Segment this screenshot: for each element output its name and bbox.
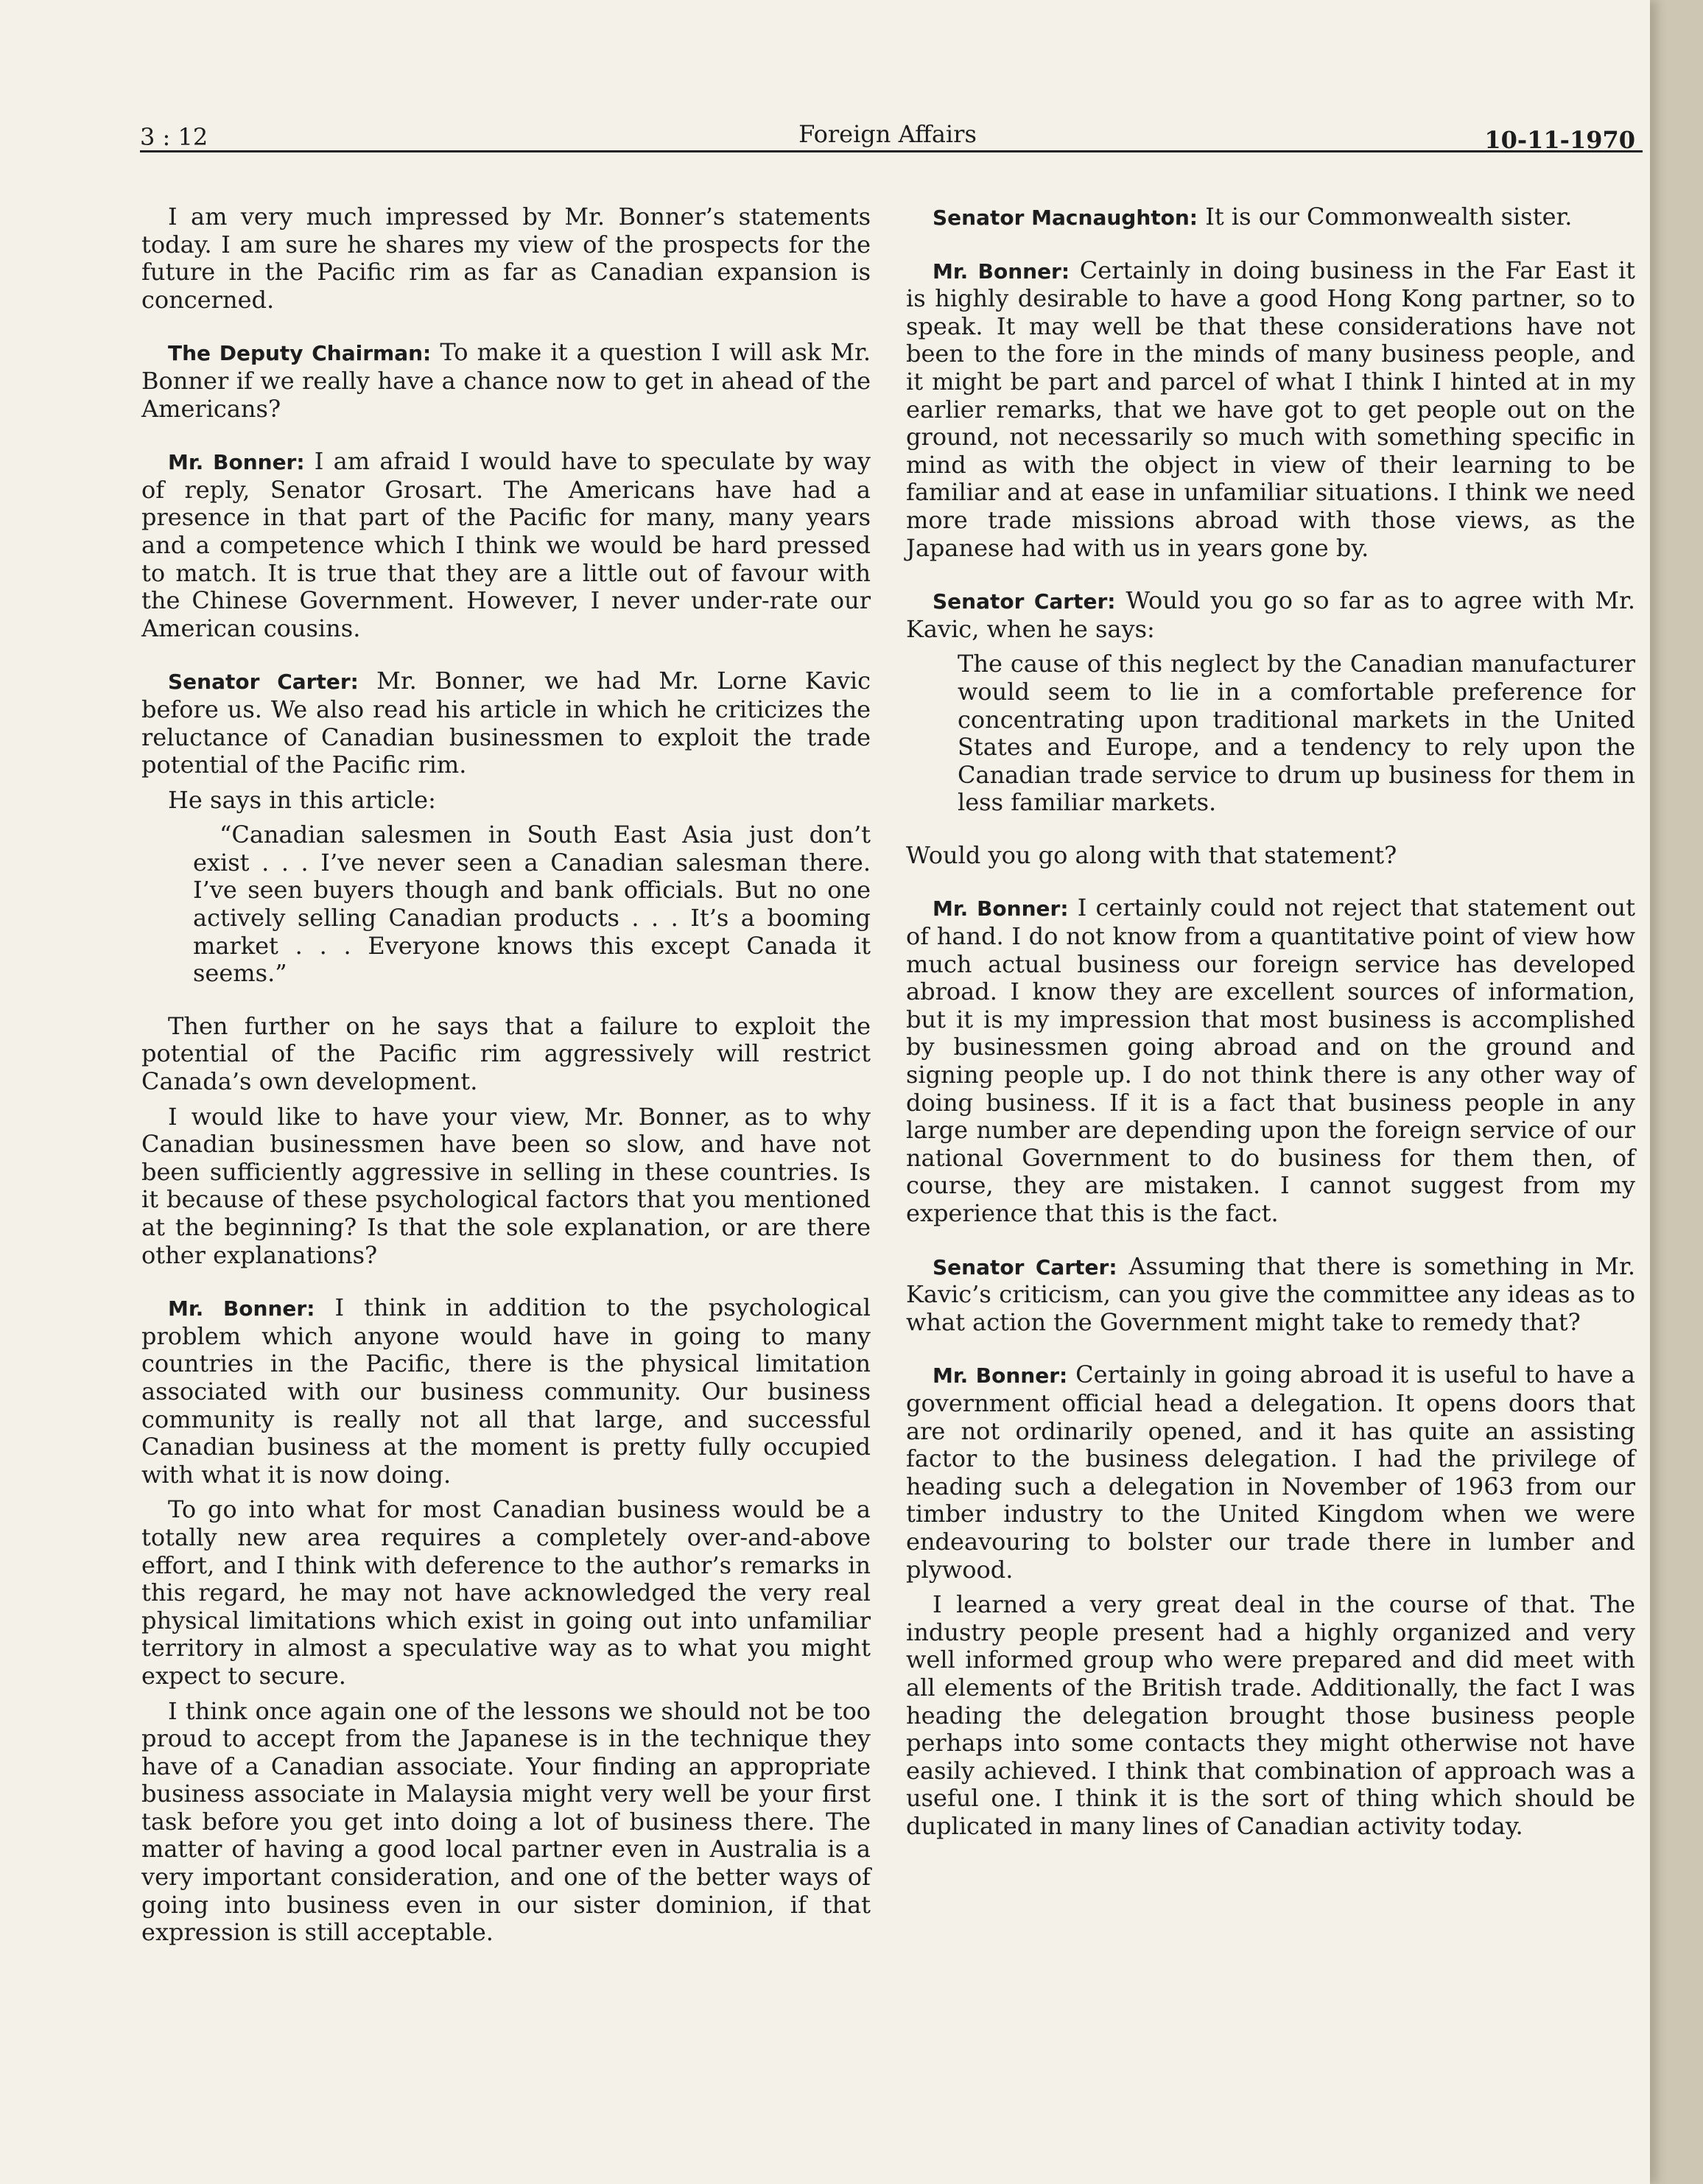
paragraph: He says in this article: [168,785,436,814]
paragraph: To go into what for most Canadian business would be a totally new area requires a completely over-and-above effort, and I think with deference to the author’s remarks in this regard, he may not have acknowledged the very real physical limitations which exist in going out into unfamiliar territory in almost a speculative way as to what you might expect to secure. [141,1495,871,1690]
paragraph [906,257,1635,563]
speech-text: To make it a question I will ask Mr. Bonner if we really have a chance now to get in ahead of the Americans? [141,338,871,423]
header-date: 10-11-1970 [1484,126,1635,154]
paragraph [906,1361,1635,1584]
paragraph [906,894,1635,1227]
paragraph: I am very much impressed by Mr. Bonner’s statements today. I am sure he shares my view of the prospects for the future in the Pacific rim as far as Canadian expansion is concerned. [141,203,871,314]
publication-title: Foreign Affairs [798,120,977,148]
speaker-name: Mr. Bonner: [933,896,1069,921]
speech-text: Assuming that there is something in Mr. Kavic’s criticism, can you give the committee any ideas as to what action the Government might take to remedy that? [906,1251,1636,1336]
paragraph [141,667,871,779]
paragraph: I think once again one of the lessons we should not be too proud to accept from the Japanese is in the technique they have of a Canadian associate. Your finding an appropriate business associate in Malaysia might very well be your first task before you get into doing a lot of business there. The matter of having a good local partner even in Australia is a very important consideration, and one of the better ways of going into business even in our sister dominion, if that expression is still acceptable. [141,1696,871,1947]
paragraph: I learned a very great deal in the course of that. The industry people present had a highly organized and very well informed group who were prepared and did meet with all elements of the British trade. Additionally, the fact I was heading the delegation brought those business people perhaps into some contacts they might otherwise not have easily achieved. I think that combination of approach was a useful one. I think it is the sort of thing which should be duplicated in many lines of Canadian activity today. [906,1590,1635,1840]
speaker-name: Mr. Bonner: [933,1363,1068,1388]
right-column [906,203,1635,1847]
left-column [141,203,871,1954]
speech-text: Certainly in doing business in the Far East it is highly desirable to have a good Hong Kong partner, so to speak. It may well be that these considerations have not been to the fore in the minds of many business people, and it might be part and parcel of what I think I hinted at in my earlier remarks, that we have got to get people out on the ground, not necessarily so much with something specific in mind as with the object in view of their learning to be familiar and at ease in unfamiliar situations. I think we need more trade missions abroad with those views, as the Japanese had with us in years gone by. [906,256,1636,562]
speech-text: I think in addition to the psychological problem which anyone would have in going to many countries in the Pacific, there is the physical limitation associated with our business community. Our business community is really not all that large, and successful Canadian business at the moment is pretty fully occupied with what it is now doing. [141,1293,871,1489]
paragraph [906,203,1635,232]
paragraph [141,1294,871,1489]
page-number: 3 : 12 [140,123,208,151]
paragraph: Then further on he says that a failure to exploit the potential of the Pacific rim aggressively will restrict Canada’s own development. [141,1011,871,1096]
paragraph: I would like to have your view, Mr. Bonner, as to why Canadian businessmen have been so slow, and have not been sufficiently aggressive in selling in these countries. Is it because of these psychological factors that you mentioned at the beginning? Is that the sole explanation, or are there other explanations? [141,1102,871,1269]
speaker-name: The Deputy Chairman: [168,341,432,366]
speaker-name: Mr. Bonner: [168,1296,315,1321]
speaker-name: Mr. Bonner: [168,450,305,475]
block-quote: The cause of this neglect by the Canadian manufacturer would seem to lie in a comfortable preference for concentrating upon traditional markets in the United States and Europe, and a tendency to rely upon the Canadian trade service to drum up business for them in less familiar markets. [958,650,1635,817]
speaker-name: Senator Macnaughton: [933,206,1198,230]
speech-text: It is our Commonwealth sister. [1198,203,1573,231]
speech-text: Mr. Bonner, we had Mr. Lorne Kavic before us. We also read his article in which he criticizes the reluctance of Canadian businessmen to exploit the trade potential of the Pacific rim. [141,667,871,779]
speech-text: I certainly could not reject that statement out of hand. I do not know from a quantitative point of view how much actual business our foreign service has developed abroad. I know they are excellent sources of information, but it is my impression that most business is accomplished by businessmen going abroad and on the ground and signing people up. I do not think there is any other way of doing business. If it is a fact that business people in any large number are depending upon the foreign service of our national Government to do business for them then, of course, they are mistaken. I cannot suggest from my experience that this is the fact. [906,893,1635,1227]
header-rule [140,150,1643,152]
block-quote: “Canadian salesmen in South East Asia just don’t exist . . . I’ve never seen a Canadian salesman there. I’ve seen buyers though and bank officials. But no one actively selling Canadian products . . . It’s a booming market . . . Everyone knows this except Canada it seems.” [193,821,871,988]
paragraph: Would you go along with that statement? [906,840,1397,869]
running-header [140,118,1635,154]
paragraph [906,587,1635,643]
speaker-name: Senator Carter: [933,1254,1117,1279]
speech-text: Would you go so far as to agree with Mr. Kavic, when he says: [906,586,1635,643]
paragraph [141,339,871,423]
speaker-name: Senator Carter: [168,670,359,695]
speaker-name: Mr. Bonner: [933,259,1070,284]
paragraph [906,1253,1635,1337]
speaker-name: Senator Carter: [933,589,1116,614]
speech-text: I am afraid I would have to speculate by way of reply, Senator Grosart. The Americans have had a presence in that part of the Pacific for many, many years and a competence which I think we would be hard pressed to match. It is true that they are a little out of favour with the Chinese Government. However, I never under-rate our American cousins. [141,447,871,642]
paragraph [141,448,871,642]
speech-text: Certainly in going abroad it is useful to have a government official head a delegation. It opens doors that are not ordinarily opened, and it has quite an assisting factor to the business delegation. I had the privilege of heading such a delegation in November of 1963 from our timber industry to the United Kingdom when we were endeavouring to bolster our trade there in lumber and plywood. [906,1360,1636,1584]
